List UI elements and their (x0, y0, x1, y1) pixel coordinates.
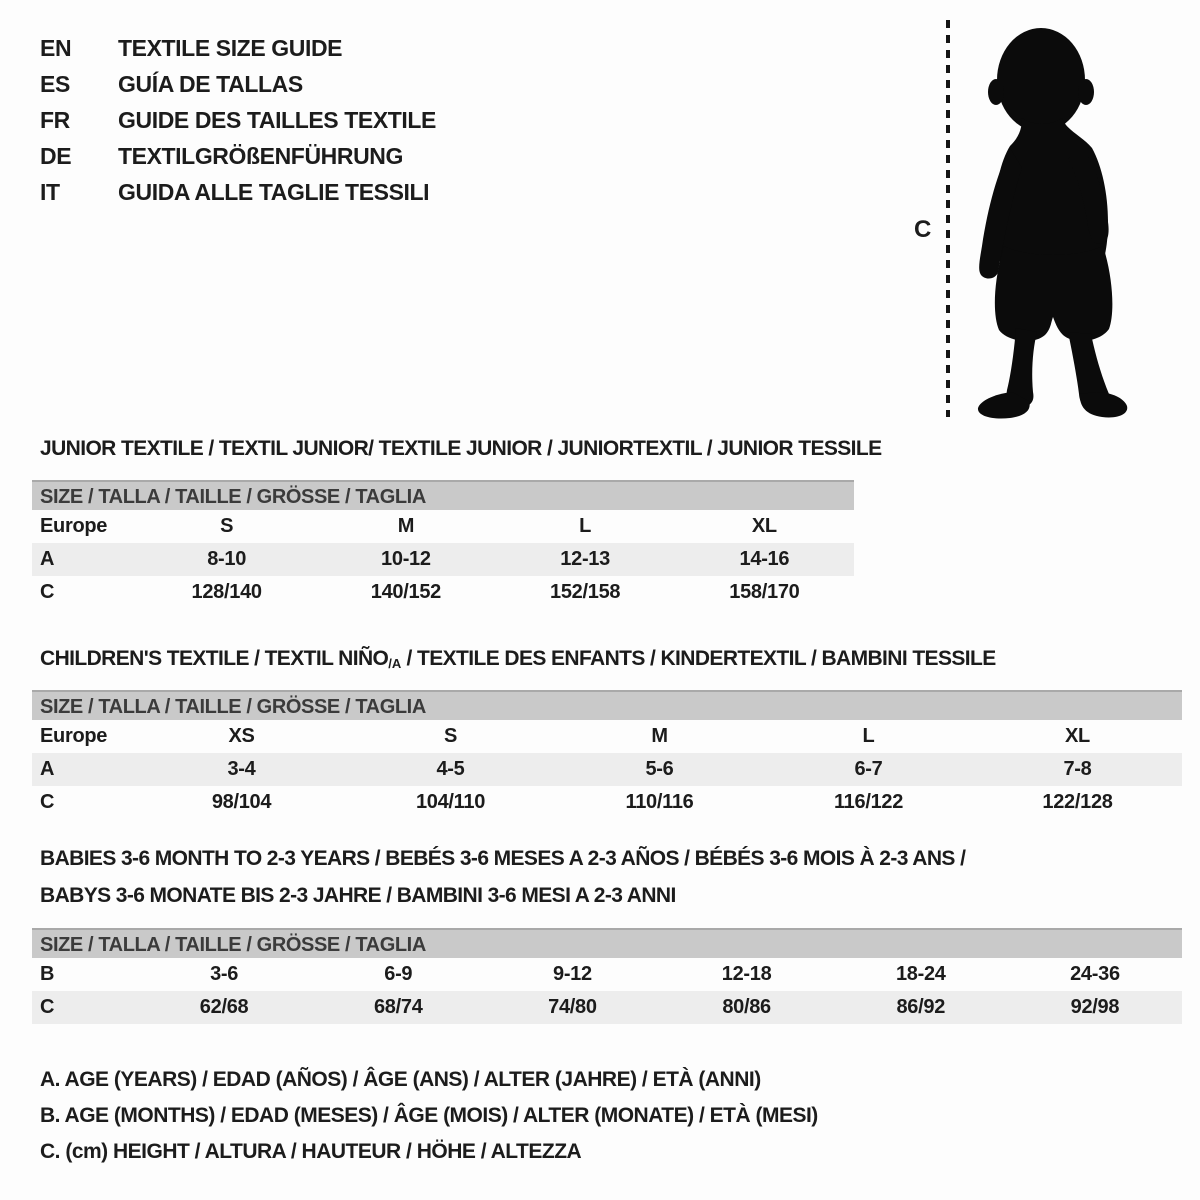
months-cell: 18-24 (895, 963, 946, 985)
age-cell: 3-4 (227, 758, 256, 780)
row-label: C (40, 581, 55, 603)
language-row-de (40, 138, 436, 174)
language-title: TEXTILGRÖßENFÜHRUNG (118, 142, 403, 169)
language-title: GUÍA DE TALLAS (118, 70, 303, 97)
language-title-list (40, 30, 436, 210)
height-cell: 104/110 (415, 791, 486, 813)
months-cell: 3-6 (210, 963, 239, 985)
months-cell: 9-12 (553, 963, 592, 985)
language-code: FR (40, 106, 70, 133)
toddler-silhouette (962, 26, 1142, 422)
language-row-es (40, 66, 436, 102)
table-row-height (32, 991, 1182, 1024)
height-cell: 116/122 (833, 791, 904, 813)
title-text: / TEXTILE DES ENFANTS / KINDERTEXTIL / BAMBINI TESSILE (401, 647, 996, 670)
children-size-table (32, 690, 1182, 819)
height-cell: 158/170 (729, 581, 800, 603)
age-cell: 10-12 (381, 548, 431, 570)
size-cell: L (579, 515, 592, 537)
section-title-children (40, 647, 996, 671)
table-row-height (32, 786, 1182, 819)
height-cell: 98/104 (211, 791, 272, 813)
legend-age-years: A. AGE (YEARS) / EDAD (AÑOS) / ÂGE (ANS) / ALTER (JAHRE) / ETÀ (ANNI) (40, 1068, 761, 1091)
row-label: Europe (40, 515, 108, 537)
size-header-bar: SIZE / TALLA / TAILLE / GRÖSSE / TAGLIA (32, 928, 1182, 958)
row-label: B (40, 963, 55, 985)
age-cell: 7-8 (1063, 758, 1092, 780)
size-header-bar: SIZE / TALLA / TAILLE / GRÖSSE / TAGLIA (32, 690, 1182, 720)
language-code: IT (40, 178, 60, 205)
size-cell: S (443, 725, 458, 747)
table-row-months (32, 958, 1182, 991)
section-title-junior: JUNIOR TEXTILE / TEXTIL JUNIOR/ TEXTILE JUNIOR / JUNIORTEXTIL / JUNIOR TESSILE (40, 437, 882, 460)
age-cell: 8-10 (207, 548, 247, 570)
section-title-babies-line2: BABYS 3-6 MONATE BIS 2-3 JAHRE / BAMBINI 3-6 MESI A 2-3 ANNI (40, 884, 676, 907)
table-row-age (32, 753, 1182, 786)
title-subscript: /A (388, 655, 402, 671)
size-cell: L (862, 725, 875, 747)
age-cell: 5-6 (645, 758, 674, 780)
age-cell: 4-5 (436, 758, 465, 780)
table-row-europe (32, 510, 854, 543)
height-cell: 74/80 (548, 996, 597, 1018)
legend-age-months: B. AGE (MONTHS) / EDAD (MESES) / ÂGE (MOIS) / ALTER (MONATE) / ETÀ (MESI) (40, 1104, 818, 1127)
language-code: DE (40, 142, 72, 169)
height-cell: 128/140 (191, 581, 262, 603)
age-cell: 6-7 (854, 758, 883, 780)
size-cell: XL (1065, 725, 1090, 747)
row-label: Europe (40, 725, 108, 747)
size-header-bar: SIZE / TALLA / TAILLE / GRÖSSE / TAGLIA (32, 480, 854, 510)
language-code: ES (40, 70, 70, 97)
size-cell: XL (751, 515, 777, 537)
row-label: A (40, 758, 55, 780)
table-row-height (32, 576, 854, 609)
legend-height-cm: C. (cm) HEIGHT / ALTURA / HAUTEUR / HÖHE / ALTEZZA (40, 1140, 582, 1163)
title-text: CHILDREN'S TEXTILE / TEXTIL NIÑO (40, 647, 389, 670)
language-row-it (40, 174, 436, 210)
height-measure-label: C (914, 216, 932, 243)
size-cell: M (651, 725, 668, 747)
height-cell: 152/158 (550, 581, 621, 603)
language-title: TEXTILE SIZE GUIDE (118, 34, 343, 61)
row-label: C (40, 791, 55, 813)
junior-size-table (32, 480, 854, 609)
height-cell: 92/98 (1070, 996, 1120, 1018)
months-cell: 24-36 (1070, 963, 1120, 985)
section-title-babies-line1: BABIES 3-6 MONTH TO 2-3 YEARS / BEBÉS 3-6 MESES A 2-3 AÑOS / BÉBÉS 3-6 MOIS À 2-3 ANS / (40, 847, 966, 870)
height-cell: 62/68 (199, 996, 249, 1018)
months-cell: 6-9 (384, 963, 413, 985)
language-title: GUIDE DES TAILLES TEXTILE (118, 106, 436, 133)
age-cell: 14-16 (739, 548, 790, 570)
row-label: C (40, 996, 55, 1018)
babies-size-table (32, 928, 1182, 1024)
height-cell: 140/152 (370, 581, 441, 603)
language-row-en (40, 30, 436, 66)
age-cell: 12-13 (560, 548, 610, 570)
months-cell: 12-18 (721, 963, 772, 985)
height-dashed-line (946, 20, 950, 417)
table-row-age (32, 543, 854, 576)
height-cell: 86/92 (896, 996, 946, 1018)
table-row-europe (32, 720, 1182, 753)
language-code: EN (40, 34, 72, 61)
height-cell: 110/116 (625, 791, 694, 813)
size-cell: S (220, 515, 234, 537)
height-cell: 68/74 (373, 996, 423, 1018)
height-cell: 80/86 (722, 996, 771, 1018)
language-title: GUIDA ALLE TAGLIE TESSILI (118, 178, 430, 205)
language-row-fr (40, 102, 436, 138)
size-cell: XS (228, 725, 255, 747)
height-cell: 122/128 (1042, 791, 1113, 813)
size-cell: M (397, 515, 415, 537)
row-label: A (40, 548, 55, 570)
